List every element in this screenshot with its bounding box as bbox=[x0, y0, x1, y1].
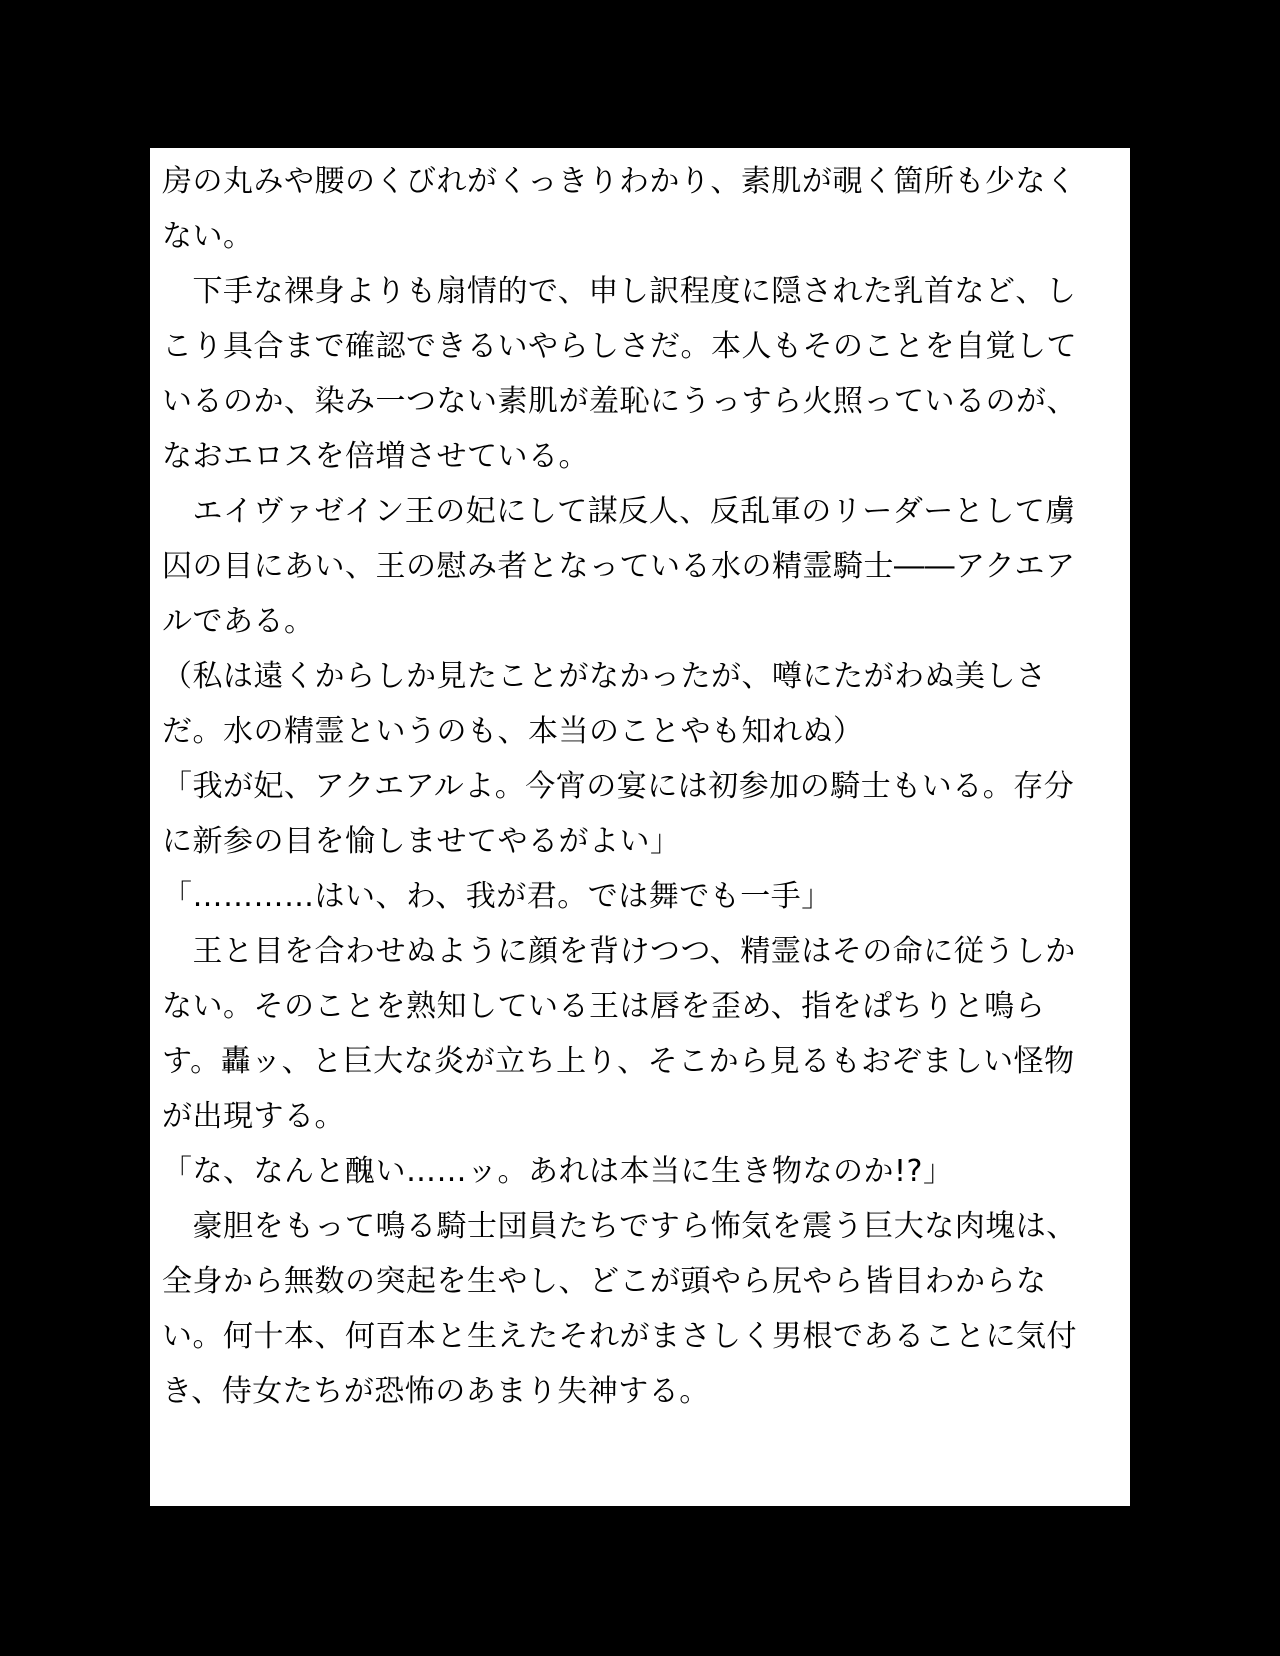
text-line-9: ルである。 bbox=[162, 604, 315, 639]
text-line-4: こり具合まで確認できるいやらしさだ。本人もそのことを自覚して bbox=[162, 329, 1077, 364]
text-line-11: だ。水の精霊というのも、本当のことやも知れぬ） bbox=[162, 714, 864, 749]
text-line-8: 囚の目にあい、王の慰み者となっている水の精霊騎士――アクエア bbox=[162, 549, 1076, 584]
text-line-22: い。何十本、何百本と生えたそれがまさしく男根であることに気付 bbox=[162, 1319, 1077, 1354]
document-page bbox=[150, 148, 1130, 1506]
text-line-15: 王と目を合わせぬように顔を背けつつ、精霊はその命に従うしか bbox=[162, 934, 1076, 969]
text-line-1: 房の丸みや腰のくびれがくっきりわかり、素肌が覗く箇所も少なく bbox=[162, 164, 1077, 199]
text-line-18: が出現する。 bbox=[162, 1099, 345, 1134]
text-line-16: ない。そのことを熟知している王は唇を歪め、指をぱちりと鳴ら bbox=[162, 989, 1046, 1024]
text-line-2: ない。 bbox=[162, 219, 254, 254]
text-line-13: に新参の目を愉しませてやるがよい」 bbox=[162, 824, 681, 859]
text-line-17: す。轟ッ、と巨大な炎が立ち上り、そこから見るもおぞましい怪物 bbox=[162, 1044, 1075, 1079]
text-line-6: なおエロスを倍増させている。 bbox=[162, 439, 589, 474]
text-line-19: 「な、なんと醜い……ッ。あれは本当に生き物なのか!?」 bbox=[162, 1154, 954, 1189]
text-line-5: いるのか、染み一つない素肌が羞恥にうっすら火照っているのが、 bbox=[162, 384, 1077, 419]
text-line-20: 豪胆をもって鳴る騎士団員たちですら怖気を震う巨大な肉塊は、 bbox=[162, 1209, 1077, 1244]
text-line-21: 全身から無数の突起を生やし、どこが頭やら尻やら皆目わからな bbox=[162, 1264, 1047, 1299]
text-line-3: 下手な裸身よりも扇情的で、申し訳程度に隠された乳首など、し bbox=[162, 274, 1077, 309]
text-line-23: き、侍女たちが恐怖のあまり失神する。 bbox=[162, 1374, 710, 1409]
text-line-12: 「我が妃、アクエアルよ。今宵の宴には初参加の騎士もいる。存分 bbox=[162, 769, 1075, 804]
text-line-10: （私は遠くからしか見たことがなかったが、噂にたがわぬ美しさ bbox=[162, 659, 1047, 694]
text-line-14: 「…………はい、わ、我が君。では舞でも一手」 bbox=[162, 879, 832, 914]
text-line-7: エイヴァゼイン王の妃にして謀反人、反乱軍のリーダーとして虜 bbox=[162, 494, 1076, 529]
